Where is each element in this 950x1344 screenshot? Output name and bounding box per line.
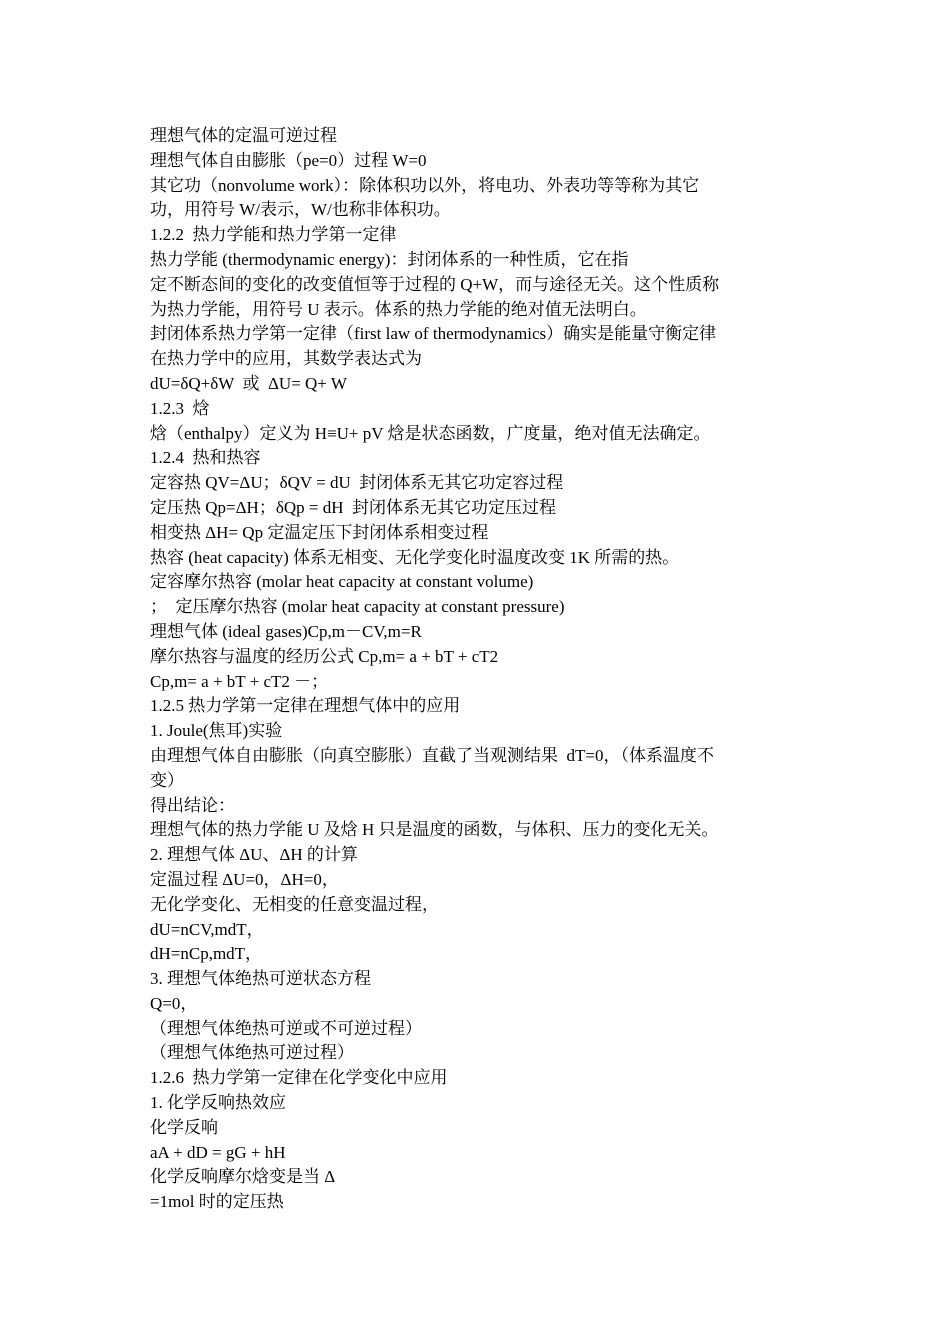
text-line: 定容热 QV=ΔU；δQV = dU 封闭体系无其它功定容过程 <box>150 473 564 493</box>
equation-line: dH=nCp,mdT， <box>150 944 263 964</box>
text-line: 化学反响摩尔焓变是当 Δ <box>150 1167 336 1187</box>
text-line: 理想气体自由膨胀（pe=0）过程 W=0 <box>150 150 427 170</box>
text-line: （理想气体绝热可逆或不可逆过程） <box>150 1018 422 1038</box>
text-line: （理想气体绝热可逆过程） <box>150 1043 354 1063</box>
text-line: 定不断态间的变化的改变值恒等于过程的 Q+W，而与途径无关。这个性质称 <box>150 274 720 294</box>
text-line: 焓（enthalpy）定义为 H≡U+ pV 焓是状态函数，广度量，绝对值无法确定。 <box>150 423 711 443</box>
section-heading: 1.2.5 热力学第一定律在理想气体中的应用 <box>150 696 461 716</box>
equation-line: dU=δQ+δW 或 ΔU= Q+ W <box>150 373 347 393</box>
text-line: 理想气体的热力学能 U 及焓 H 只是温度的函数，与体积、压力的变化无关。 <box>150 820 719 840</box>
equation-line: dU=nCV,mdT， <box>150 919 264 939</box>
subsection-heading: 2. 理想气体 ΔU、ΔH 的计算 <box>150 845 358 865</box>
text-line: 摩尔热容与温度的经历公式 Cp,m= a + bT + cT2 <box>150 646 499 666</box>
text-line: 化学反响 <box>150 1117 218 1137</box>
section-heading: 1.2.4 热和热容 <box>150 448 261 468</box>
text-line: 定压热 Qp=ΔH；δQp = dH 封闭体系无其它功定压过程 <box>150 497 556 517</box>
text-line: 无化学变化、无相变的任意变温过程， <box>150 894 439 914</box>
text-line: 其它功（nonvolume work）：除体积功以外，将电功、外表功等等称为其它 <box>150 175 700 195</box>
text-line: 功，用符号 W/表示，W/也称非体积功。 <box>150 200 451 220</box>
document-body <box>150 124 802 1215</box>
section-heading: 1.2.6 热力学第一定律在化学变化中应用 <box>150 1068 448 1088</box>
subsection-heading: 1. 化学反响热效应 <box>150 1093 286 1113</box>
equation-line: Q=0， <box>150 993 198 1013</box>
text-line: 变） <box>150 770 184 790</box>
subsection-heading: 1. Joule(焦耳)实验 <box>150 721 283 741</box>
text-line: 相变热 ΔH= Qp 定温定压下封闭体系相变过程 <box>150 522 489 542</box>
section-heading: 1.2.2 热力学能和热力学第一定律 <box>150 225 397 245</box>
text-line: 理想气体 (ideal gases)Cp,m－CV,m=R <box>150 621 422 641</box>
section-heading: 1.2.3 焓 <box>150 398 210 418</box>
text-line: 理想气体的定温可逆过程 <box>150 126 337 145</box>
equation-line: Cp,m= a + bT + cT2 －； <box>150 671 329 691</box>
equation-line: aA + dD = gG + hH <box>150 1142 286 1162</box>
text-line: 热容 (heat capacity) 体系无相变、无化学变化时温度改变 1K 所需的热。 <box>150 547 680 567</box>
text-line: 由理想气体自由膨胀（向真空膨胀）直截了当观测结果 dT=0，（体系温度不 <box>150 745 714 765</box>
text-line: 在热力学中的应用，其数学表达式为 <box>150 349 422 369</box>
subsection-heading: 3. 理想气体绝热可逆状态方程 <box>150 969 371 989</box>
text-line: ； 定压摩尔热容 (molar heat capacity at constant pressure) <box>150 597 565 617</box>
text-line: 定温过程 ΔU=0，ΔH=0， <box>150 869 339 889</box>
text-line: 封闭体系热力学第一定律（first law of thermodynamics）确实是能量守衡定律 <box>150 324 717 344</box>
text-line: =1mol 时的定压热 <box>150 1192 284 1212</box>
text-line: 定容摩尔热容 (molar heat capacity at constant volume) <box>150 572 534 592</box>
text-line: 为热力学能，用符号 U 表示。体系的热力学能的绝对值无法明白。 <box>150 299 647 319</box>
text-line: 热力学能 (thermodynamic energy)：封闭体系的一种性质，它在指 <box>150 249 629 269</box>
text-line: 得出结论： <box>150 795 235 815</box>
